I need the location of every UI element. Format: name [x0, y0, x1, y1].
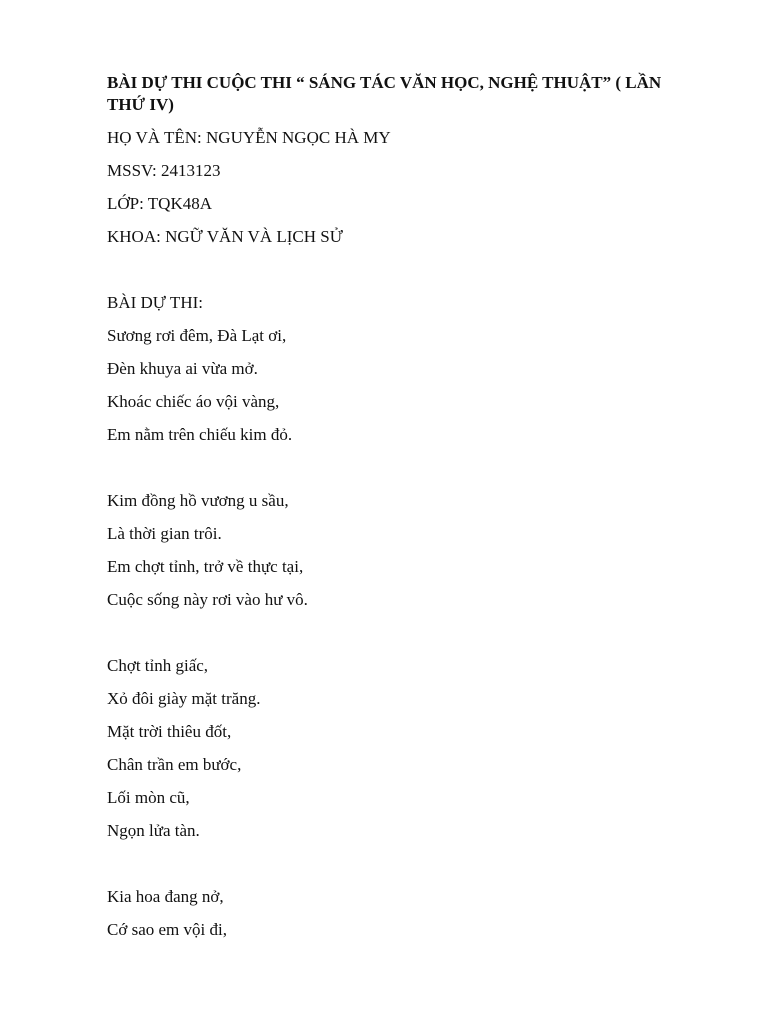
poem-line: Ngọn lửa tàn.: [107, 821, 200, 840]
poem-line: Cớ sao em vội đi,: [107, 920, 227, 939]
poem-line: Em chợt tỉnh, trở về thực tại,: [107, 557, 304, 576]
student-name: HỌ VÀ TÊN: NGUYỄN NGỌC HÀ MY: [107, 128, 391, 147]
poem-line: Chân trần em bước,: [107, 755, 242, 774]
document-title: BÀI DỰ THI CUỘC THI “ SÁNG TÁC VĂN HỌC, NGHỆ THUẬT” ( LẦN THỨ IV): [107, 73, 662, 114]
poem-line: Sương rơi đêm, Đà Lạt ơi,: [107, 326, 287, 345]
student-faculty: KHOA: NGỮ VĂN VÀ LỊCH SỬ: [107, 227, 343, 246]
poem-line: Em nằm trên chiếu kim đỏ.: [107, 425, 293, 444]
document-content: [107, 72, 687, 952]
spacer: [107, 259, 687, 292]
poem-heading: BÀI DỰ THI:: [107, 293, 203, 312]
poem-line: Lối mòn cũ,: [107, 788, 190, 807]
poem-line: Mặt trời thiêu đốt,: [107, 722, 232, 741]
poem-line: Đèn khuya ai vừa mở.: [107, 359, 258, 378]
stanza-spacer: [107, 622, 687, 655]
poem-line: Kim đồng hồ vương u sầu,: [107, 491, 289, 510]
poem-line: Khoác chiếc áo vội vàng,: [107, 392, 280, 411]
student-id: MSSV: 2413123: [107, 161, 221, 180]
poem-line: Kia hoa đang nở,: [107, 887, 224, 906]
stanza-spacer: [107, 457, 687, 490]
poem-line: Là thời gian trôi.: [107, 524, 222, 543]
poem-line: Xỏ đôi giày mặt trăng.: [107, 689, 261, 708]
stanza-spacer: [107, 853, 687, 886]
poem-line: Cuộc sống này rơi vào hư vô.: [107, 590, 308, 609]
poem-line: Chợt tỉnh giấc,: [107, 656, 209, 675]
student-class: LỚP: TQK48A: [107, 194, 212, 213]
